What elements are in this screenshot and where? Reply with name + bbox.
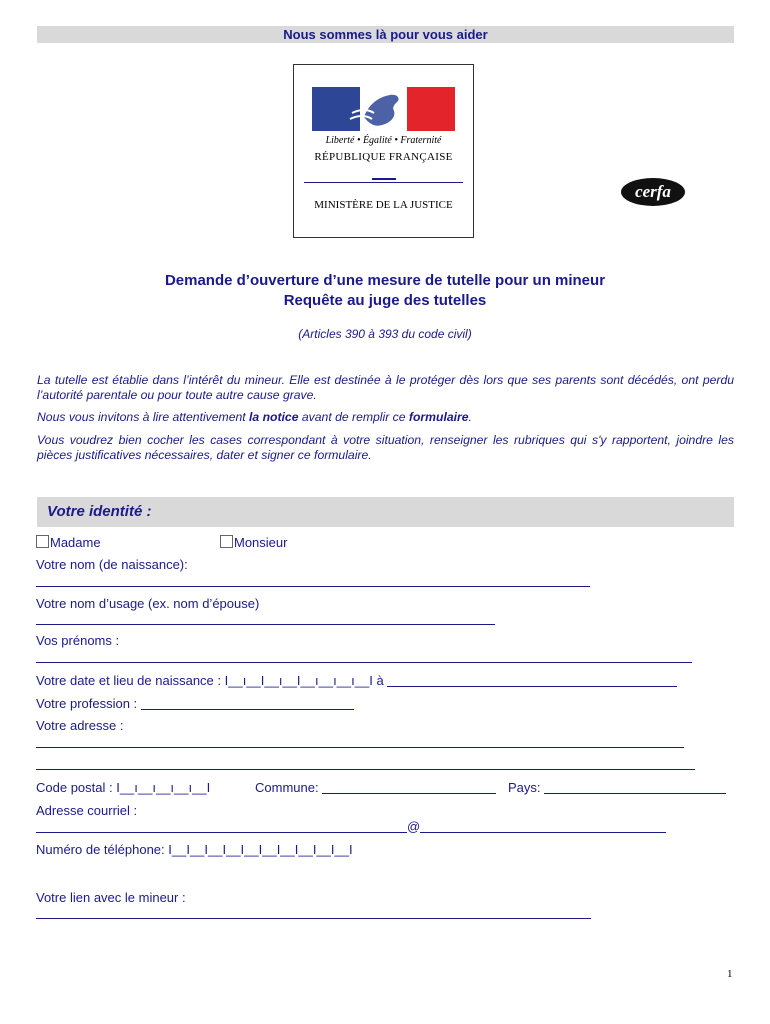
usage-name-field[interactable]: [36, 624, 495, 625]
usage-name-label: Votre nom d’usage (ex. nom d’épouse): [36, 596, 260, 611]
identity-section-header: [37, 497, 734, 527]
birth-name-field[interactable]: [36, 586, 590, 587]
intro-paragraph-3: Vous voudrez bien cocher les cases correspondant à votre situation, renseigner les rubriques qui s'y rapportent, joindre les pièces justificatives nécessaires, dater et signer ce formulaire.: [37, 433, 734, 462]
monsieur-option[interactable]: [220, 535, 287, 550]
birth-name-label: Votre nom (de naissance):: [36, 557, 188, 572]
legal-articles: (Articles 390 à 393 du code civil): [298, 327, 472, 341]
birth-date-field[interactable]: I__ı__I__ı__I__ı__ı__ı__I: [224, 673, 373, 688]
address-field-line-2[interactable]: [36, 769, 695, 770]
commune-field[interactable]: [322, 781, 496, 794]
ministry-name: MINISTÈRE DE LA JUSTICE: [314, 199, 453, 211]
country-row: [508, 780, 726, 795]
postal-row: [36, 780, 210, 795]
relationship-field[interactable]: [36, 918, 591, 919]
country-label: Pays:: [508, 780, 545, 795]
intro-paragraph-2: [37, 410, 734, 425]
notice-link: la notice: [249, 410, 299, 424]
birth-place-separator: à: [372, 673, 388, 688]
monsieur-label: Monsieur: [234, 535, 288, 550]
republic-name: RÉPUBLIQUE FRANÇAISE: [314, 151, 453, 163]
address-field-line-1[interactable]: [36, 747, 684, 748]
profession-label: Votre profession :: [36, 696, 141, 711]
republic-motto: Liberté • Égalité • Fraternité: [325, 135, 442, 146]
cerfa-logo: cerfa: [621, 178, 685, 206]
birth-place-field[interactable]: [387, 674, 677, 687]
birth-date-place-row: [36, 673, 677, 688]
birth-date-label: Votre date et lieu de naissance :: [36, 673, 225, 688]
form-subtitle: Requête au juge des tutelles: [283, 292, 487, 309]
marianne-flag-icon: [312, 87, 455, 131]
first-names-field[interactable]: [36, 662, 692, 663]
ministry-logo: [293, 64, 474, 238]
email-at-sign: @: [407, 819, 421, 834]
form-word: formulaire: [408, 410, 469, 424]
country-field[interactable]: [544, 781, 726, 794]
madame-option[interactable]: [36, 535, 101, 550]
intro-paragraph-1: La tutelle est établie dans l’intérêt du mineur. Elle est destinée à le protéger dès lors que ses parents sont décédés, ont perdu l’autorité parentale ou pour toute autre cause grave.: [37, 373, 734, 402]
relationship-label: Votre lien avec le mineur :: [36, 890, 186, 905]
page-number: 1: [727, 968, 733, 980]
address-label: Votre adresse :: [36, 718, 124, 733]
phone-row: [36, 842, 353, 857]
intro-text: Nous vous invitons à lire attentivement: [37, 410, 250, 424]
form-title: Demande d’ouverture d’une mesure de tutelle pour un mineur: [164, 272, 606, 289]
first-names-label: Vos prénoms :: [36, 633, 120, 648]
intro-text: avant de remplir ce: [298, 410, 409, 424]
intro-text: .: [468, 410, 472, 424]
madame-checkbox[interactable]: [36, 535, 49, 548]
monsieur-checkbox[interactable]: [220, 535, 233, 548]
phone-label: Numéro de téléphone:: [36, 842, 169, 857]
commune-row: [255, 780, 496, 795]
phone-field[interactable]: I__I__I__I__I__I__I__I__I__I__I: [168, 842, 353, 857]
madame-label: Madame: [50, 535, 101, 550]
logo-rule: [304, 182, 463, 183]
email-row: [36, 819, 666, 834]
commune-label: Commune:: [255, 780, 323, 795]
postal-code-field[interactable]: I__ı__ı__ı__ı__I: [116, 780, 211, 795]
email-label: Adresse courriel :: [36, 803, 138, 818]
postal-code-label: Code postal :: [36, 780, 117, 795]
logo-rule-accent: [372, 178, 396, 180]
email-user-field[interactable]: [36, 820, 407, 833]
profession-field[interactable]: [141, 697, 354, 710]
section-title: Votre identité :: [47, 503, 152, 520]
header-banner: Nous sommes là pour vous aider: [37, 26, 734, 43]
profession-row: [36, 696, 354, 711]
email-domain-field[interactable]: [420, 820, 666, 833]
